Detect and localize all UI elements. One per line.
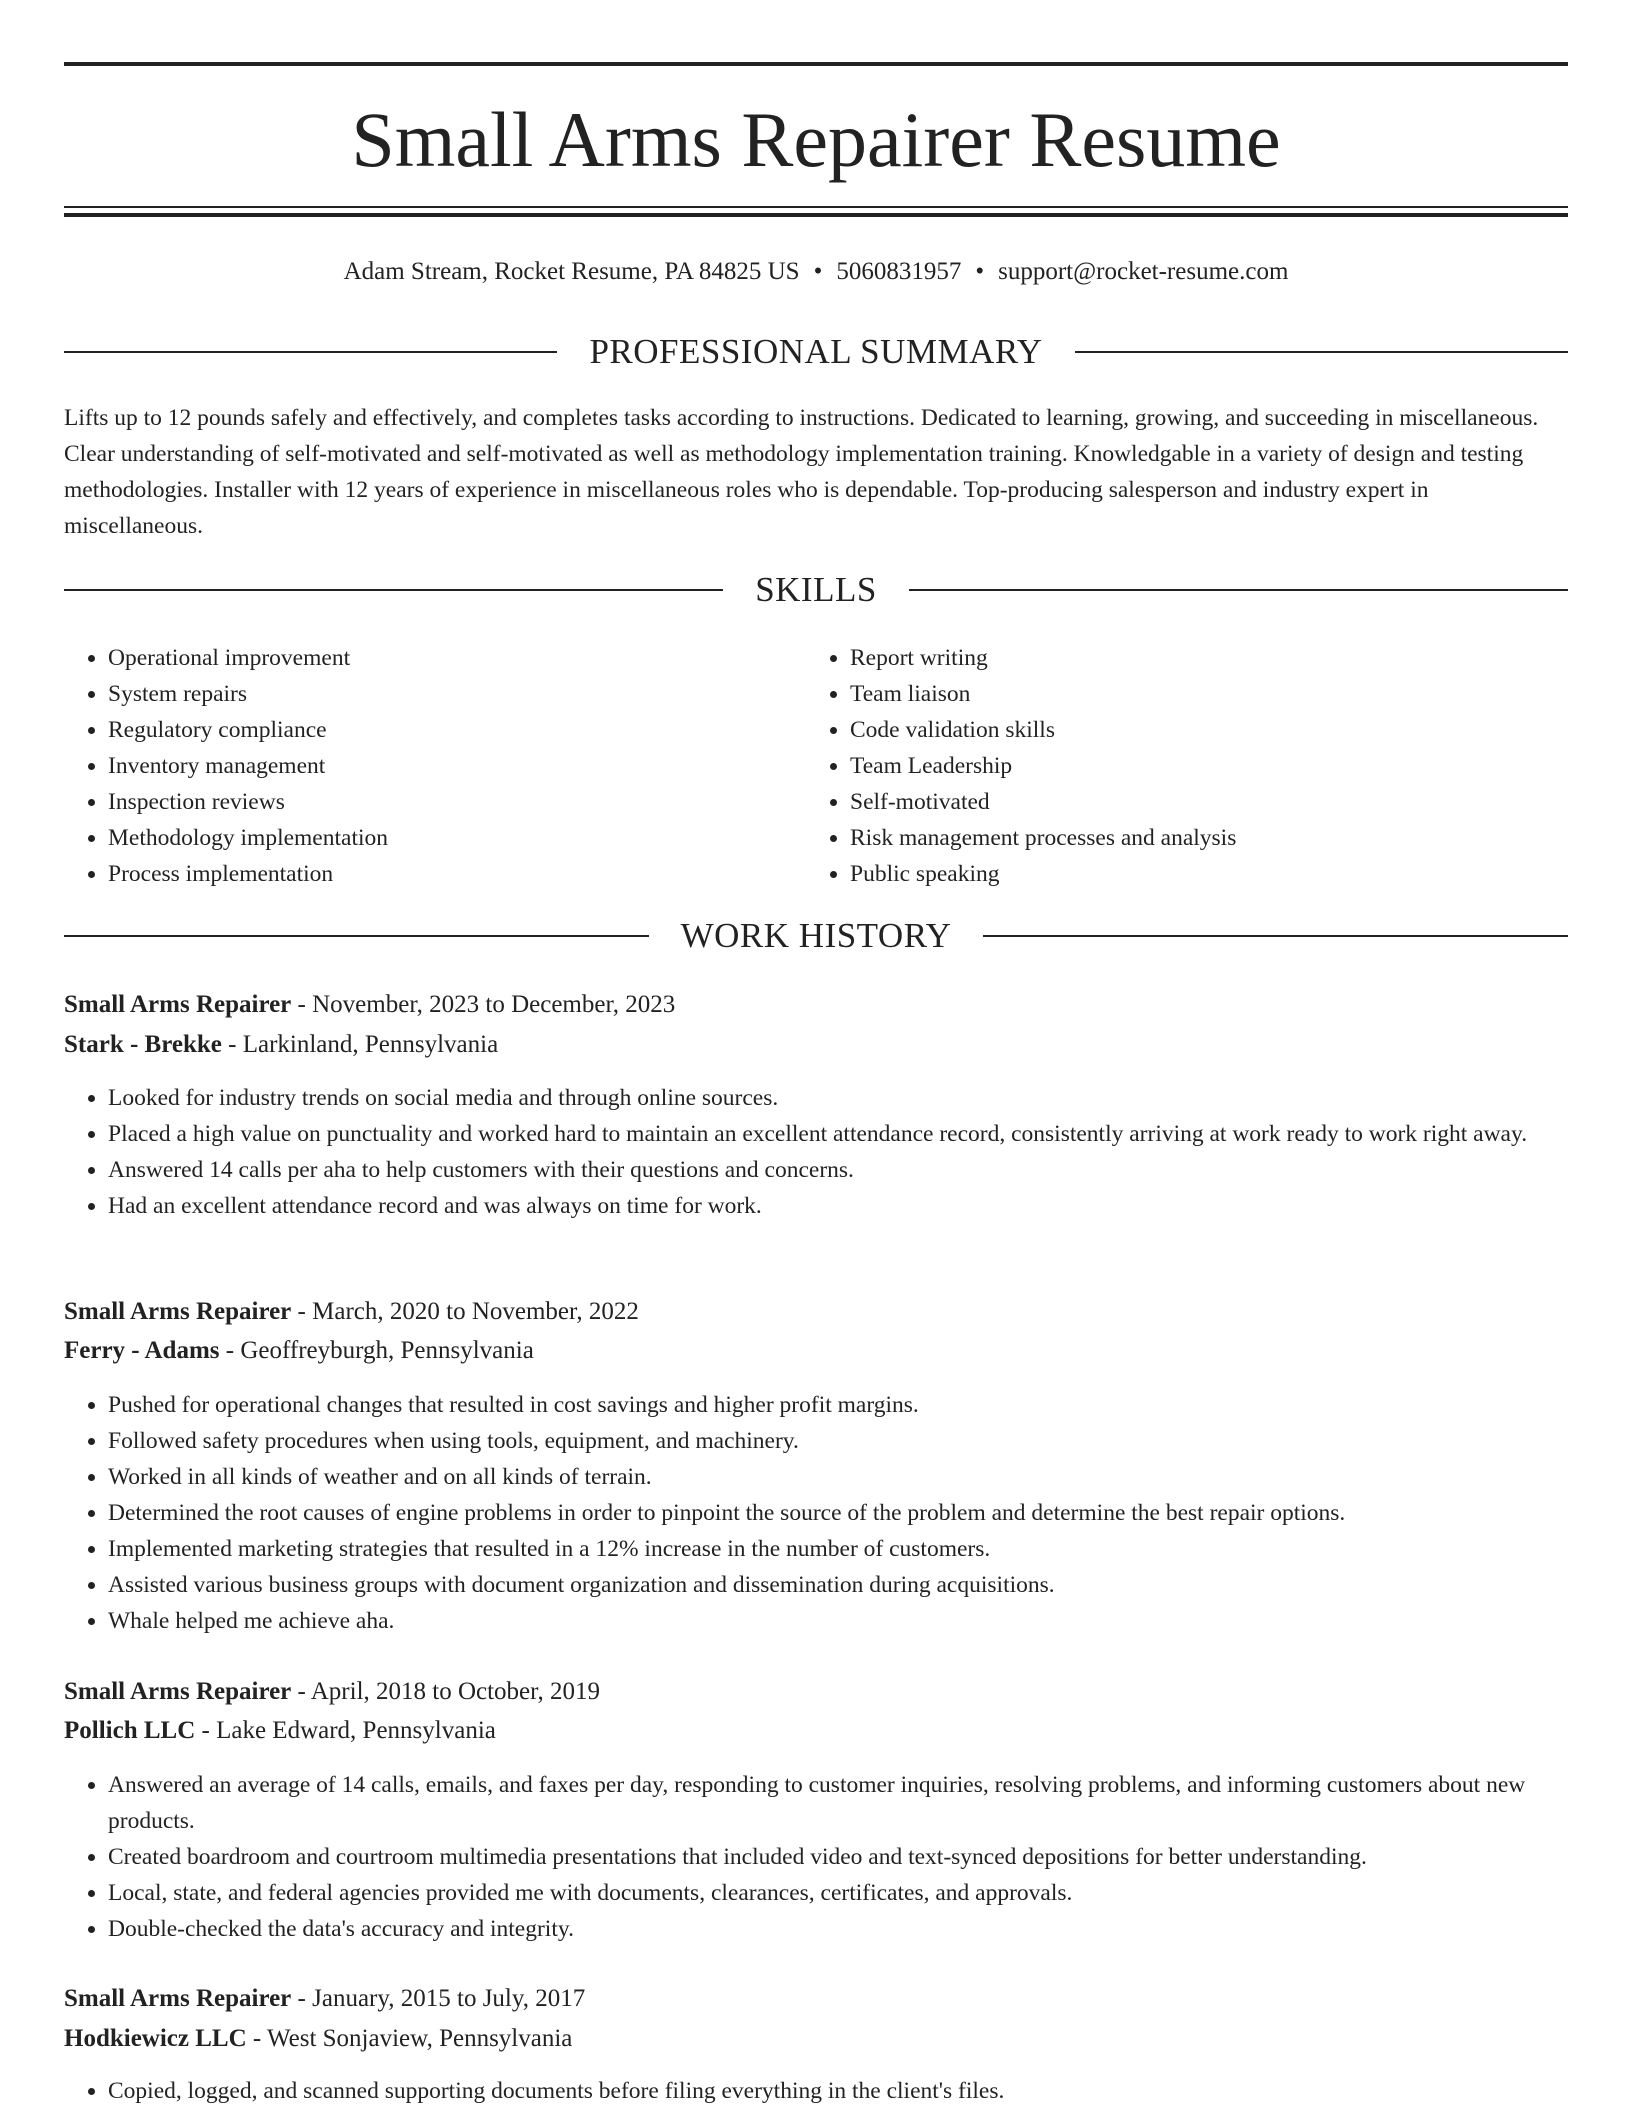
job-bullet: • Double-checked the data's accuracy and integrity.	[108, 1911, 1568, 1947]
skill-item: • Operational improvement	[108, 640, 388, 676]
job-company-line	[64, 1713, 1568, 1749]
job-dates: - March, 2020 to November, 2022	[291, 1298, 639, 1325]
job-company: Pollich LLC	[64, 1717, 196, 1744]
heading-rule-right	[1075, 351, 1568, 353]
work-heading-label: WORK HISTORY	[680, 916, 952, 955]
job-bullet: • Worked in all kinds of weather and on all kinds of terrain.	[108, 1459, 1568, 1495]
heading-rule-left	[64, 589, 723, 591]
skill-item: • Team Leadership	[850, 748, 1236, 784]
job-company-line	[64, 1027, 1568, 1063]
job-location: - West Sonjaview, Pennsylvania	[246, 2025, 573, 2052]
contact-separator: •	[813, 258, 823, 285]
job-title-line	[64, 1294, 1568, 1330]
job-bullet: • Created boardroom and courtroom multimedia presentations that included video and text-synced depositions for better understanding.	[108, 1839, 1568, 1875]
job-bullet: • Copied, logged, and scanned supporting documents before filing everything in the client's files.	[108, 2073, 1568, 2109]
job-bullet: • Placed a high value on punctuality and worked hard to maintain an excellent attendance record, consistently arriving at work ready to work right away.	[108, 1116, 1568, 1152]
job-title: Small Arms Repairer	[64, 991, 292, 1018]
job-title: Small Arms Repairer	[64, 1985, 292, 2012]
job-dates: - November, 2023 to December, 2023	[291, 991, 676, 1018]
job-title-line	[64, 1981, 1568, 2017]
job-company: Ferry - Adams	[64, 1337, 220, 1364]
heading-rule-right	[983, 935, 1568, 937]
job-bullet: • Followed safety procedures when using tools, equipment, and machinery.	[108, 1423, 1568, 1459]
skill-item: • Self-motivated	[850, 784, 1236, 820]
job-title: Small Arms Repairer	[64, 1678, 292, 1705]
skill-item: • Code validation skills	[850, 712, 1236, 748]
header-top-rule	[64, 62, 1568, 66]
job-bullet: • Had an excellent attendance record and was always on time for work.	[108, 1188, 1568, 1224]
job-bullet: • Local, state, and federal agencies provided me with documents, clearances, certificates, and approvals.	[108, 1875, 1568, 1911]
job-title-line	[64, 1674, 1568, 1710]
job-bullet: • Assisted various business groups with document organization and dissemination during acquisitions.	[108, 1567, 1568, 1603]
skill-item: • Report writing	[850, 640, 1236, 676]
contact-line	[64, 254, 1568, 290]
job-location: - Lake Edward, Pennsylvania	[195, 1717, 496, 1744]
job-bullet: • Determined the root causes of engine problems in order to pinpoint the source of the problem and determine the best repair options.	[108, 1495, 1568, 1531]
skill-item: • Regulatory compliance	[108, 712, 388, 748]
header-rule-lower	[64, 213, 1568, 217]
skill-item: • System repairs	[108, 676, 388, 712]
work-heading	[64, 914, 1568, 958]
skills-list-right	[806, 640, 1236, 892]
job-location: - Larkinland, Pennsylvania	[221, 1031, 499, 1058]
job-bullet: • Answered 14 calls per aha to help customers with their questions and concerns.	[108, 1152, 1568, 1188]
header-rule-upper	[64, 206, 1568, 208]
skill-item: • Team liaison	[850, 676, 1236, 712]
job-company-line	[64, 1333, 1568, 1369]
skill-item: • Process implementation	[108, 856, 388, 892]
job-bullet: • Pushed for operational changes that resulted in cost savings and higher profit margins.	[108, 1387, 1568, 1423]
job-bullet-list	[64, 1387, 1568, 1639]
job-bullet-list	[64, 2073, 1568, 2109]
job-title-line	[64, 987, 1568, 1023]
heading-rule-left	[64, 351, 557, 353]
skill-item: • Risk management processes and analysis	[850, 820, 1236, 856]
job-bullet: • Whale helped me achieve aha.	[108, 1603, 1568, 1639]
contact-address: Adam Stream, Rocket Resume, PA 84825 US	[343, 258, 800, 285]
job-bullet-list	[64, 1080, 1568, 1224]
summary-text: Lifts up to 12 pounds safely and effectively, and completes tasks according to instructions. Dedicated to learning, growing, and succeeding in miscellaneous. Clear understanding of self-motivated and self-motivated as well as methodology implementation training. Knowledgable in a variety of design and testing methodologies. Installer with 12 years of experience in miscellaneous roles who is dependable. Top-producing salesperson and industry expert in miscellaneous.	[64, 405, 1539, 539]
contact-email[interactable]: support@rocket-resume.com	[998, 258, 1289, 285]
summary-heading	[64, 330, 1568, 374]
job-dates: - April, 2018 to October, 2019	[291, 1678, 600, 1705]
skills-heading-label: SKILLS	[755, 570, 877, 609]
job-location: - Geoffreyburgh, Pennsylvania	[219, 1337, 534, 1364]
skill-item: • Inventory management	[108, 748, 388, 784]
job-bullet: • Answered an average of 14 calls, emails, and faxes per day, responding to customer inquiries, resolving problems, and informing customers about new products.	[108, 1767, 1568, 1839]
contact-phone: 5060831957	[836, 258, 962, 285]
contact-separator: •	[975, 258, 985, 285]
skill-item: • Inspection reviews	[108, 784, 388, 820]
job-bullet-list	[64, 1767, 1568, 1947]
job-company: Stark - Brekke	[64, 1031, 222, 1058]
job-bullet: • Implemented marketing strategies that resulted in a 12% increase in the number of customers.	[108, 1531, 1568, 1567]
job-bullet: • Looked for industry trends on social media and through online sources.	[108, 1080, 1568, 1116]
job-dates: - January, 2015 to July, 2017	[291, 1985, 586, 2012]
skills-list-left	[64, 640, 388, 892]
heading-rule-left	[64, 935, 649, 937]
heading-rule-right	[909, 589, 1568, 591]
skills-heading	[64, 568, 1568, 612]
page-title: Small Arms Repairer Resume	[351, 96, 1281, 183]
job-company-line	[64, 2021, 1568, 2057]
job-company: Hodkiewicz LLC	[64, 2025, 247, 2052]
skill-item: • Methodology implementation	[108, 820, 388, 856]
skill-item: • Public speaking	[850, 856, 1236, 892]
summary-heading-label: PROFESSIONAL SUMMARY	[589, 332, 1043, 371]
job-title: Small Arms Repairer	[64, 1298, 292, 1325]
